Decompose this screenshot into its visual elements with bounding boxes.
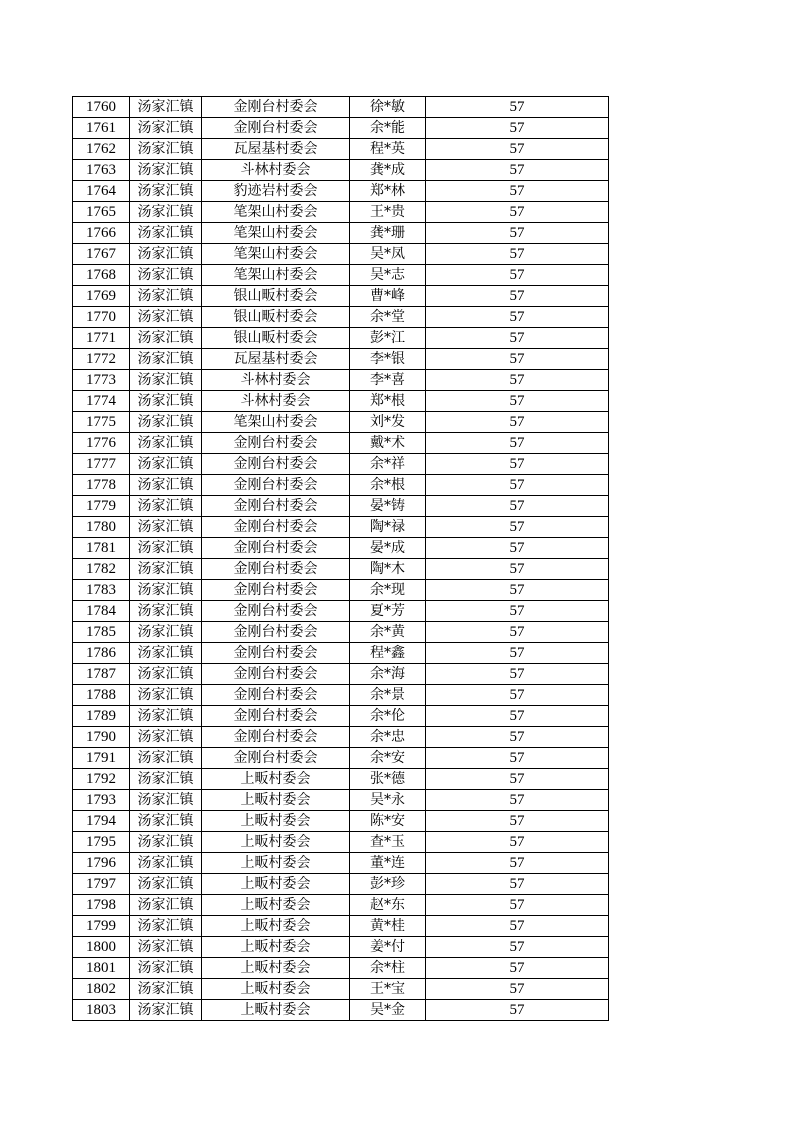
village-committee-cell: 上畈村委会: [202, 1000, 350, 1021]
row-number-cell: 1767: [73, 244, 130, 265]
amount-cell: 57: [426, 895, 609, 916]
town-cell: 汤家汇镇: [130, 433, 202, 454]
town-cell: 汤家汇镇: [130, 706, 202, 727]
table-row: [73, 790, 609, 811]
row-number-cell: 1798: [73, 895, 130, 916]
village-committee-cell: 瓦屋基村委会: [202, 349, 350, 370]
table-row: [73, 727, 609, 748]
table-row: [73, 307, 609, 328]
row-number-cell: 1771: [73, 328, 130, 349]
table-row: [73, 244, 609, 265]
village-committee-cell: 金刚台村委会: [202, 97, 350, 118]
table-row: [73, 181, 609, 202]
village-committee-cell: 金刚台村委会: [202, 475, 350, 496]
person-name-cell: 余*忠: [350, 727, 426, 748]
person-name-cell: 余*柱: [350, 958, 426, 979]
row-number-cell: 1791: [73, 748, 130, 769]
amount-cell: 57: [426, 1000, 609, 1021]
town-cell: 汤家汇镇: [130, 139, 202, 160]
table-row: [73, 601, 609, 622]
table-row: [73, 202, 609, 223]
person-name-cell: 赵*东: [350, 895, 426, 916]
row-number-cell: 1773: [73, 370, 130, 391]
table-row: [73, 160, 609, 181]
amount-cell: 57: [426, 307, 609, 328]
person-name-cell: 余*伦: [350, 706, 426, 727]
town-cell: 汤家汇镇: [130, 1000, 202, 1021]
person-name-cell: 吴*志: [350, 265, 426, 286]
town-cell: 汤家汇镇: [130, 454, 202, 475]
table-row: [73, 916, 609, 937]
table-row: [73, 769, 609, 790]
table-row: [73, 328, 609, 349]
person-name-cell: 张*德: [350, 769, 426, 790]
amount-cell: 57: [426, 328, 609, 349]
person-name-cell: 陶*木: [350, 559, 426, 580]
amount-cell: 57: [426, 349, 609, 370]
amount-cell: 57: [426, 580, 609, 601]
amount-cell: 57: [426, 160, 609, 181]
town-cell: 汤家汇镇: [130, 769, 202, 790]
town-cell: 汤家汇镇: [130, 370, 202, 391]
village-committee-cell: 上畈村委会: [202, 769, 350, 790]
table-row: [73, 559, 609, 580]
person-name-cell: 余*黄: [350, 622, 426, 643]
amount-cell: 57: [426, 202, 609, 223]
town-cell: 汤家汇镇: [130, 517, 202, 538]
person-name-cell: 陶*禄: [350, 517, 426, 538]
table-row: [73, 118, 609, 139]
amount-cell: 57: [426, 958, 609, 979]
amount-cell: 57: [426, 601, 609, 622]
town-cell: 汤家汇镇: [130, 832, 202, 853]
town-cell: 汤家汇镇: [130, 580, 202, 601]
town-cell: 汤家汇镇: [130, 307, 202, 328]
town-cell: 汤家汇镇: [130, 643, 202, 664]
person-name-cell: 余*安: [350, 748, 426, 769]
village-committee-cell: 金刚台村委会: [202, 622, 350, 643]
table-row: [73, 97, 609, 118]
row-number-cell: 1768: [73, 265, 130, 286]
person-name-cell: 郑*根: [350, 391, 426, 412]
town-cell: 汤家汇镇: [130, 496, 202, 517]
town-cell: 汤家汇镇: [130, 979, 202, 1000]
person-name-cell: 余*景: [350, 685, 426, 706]
village-committee-cell: 金刚台村委会: [202, 601, 350, 622]
table-row: [73, 265, 609, 286]
person-name-cell: 晏*成: [350, 538, 426, 559]
row-number-cell: 1799: [73, 916, 130, 937]
person-name-cell: 余*根: [350, 475, 426, 496]
person-name-cell: 程*英: [350, 139, 426, 160]
village-committee-cell: 上畈村委会: [202, 937, 350, 958]
amount-cell: 57: [426, 916, 609, 937]
village-committee-cell: 银山畈村委会: [202, 307, 350, 328]
town-cell: 汤家汇镇: [130, 97, 202, 118]
amount-cell: 57: [426, 412, 609, 433]
village-committee-cell: 上畈村委会: [202, 874, 350, 895]
table-row: [73, 895, 609, 916]
row-number-cell: 1769: [73, 286, 130, 307]
row-number-cell: 1793: [73, 790, 130, 811]
village-committee-cell: 银山畈村委会: [202, 286, 350, 307]
town-cell: 汤家汇镇: [130, 895, 202, 916]
row-number-cell: 1794: [73, 811, 130, 832]
person-name-cell: 李*喜: [350, 370, 426, 391]
table-row: [73, 580, 609, 601]
village-committee-cell: 笔架山村委会: [202, 265, 350, 286]
row-number-cell: 1763: [73, 160, 130, 181]
amount-cell: 57: [426, 118, 609, 139]
town-cell: 汤家汇镇: [130, 475, 202, 496]
person-name-cell: 吴*永: [350, 790, 426, 811]
amount-cell: 57: [426, 979, 609, 1000]
row-number-cell: 1797: [73, 874, 130, 895]
row-number-cell: 1761: [73, 118, 130, 139]
town-cell: 汤家汇镇: [130, 811, 202, 832]
town-cell: 汤家汇镇: [130, 391, 202, 412]
table-row: [73, 643, 609, 664]
table-row: [73, 664, 609, 685]
village-committee-cell: 上畈村委会: [202, 895, 350, 916]
village-committee-cell: 金刚台村委会: [202, 727, 350, 748]
person-name-cell: 姜*付: [350, 937, 426, 958]
row-number-cell: 1801: [73, 958, 130, 979]
row-number-cell: 1803: [73, 1000, 130, 1021]
amount-cell: 57: [426, 517, 609, 538]
person-name-cell: 王*宝: [350, 979, 426, 1000]
town-cell: 汤家汇镇: [130, 748, 202, 769]
person-name-cell: 徐*敏: [350, 97, 426, 118]
amount-cell: 57: [426, 496, 609, 517]
amount-cell: 57: [426, 748, 609, 769]
row-number-cell: 1778: [73, 475, 130, 496]
village-committee-cell: 金刚台村委会: [202, 748, 350, 769]
table-row: [73, 874, 609, 895]
row-number-cell: 1802: [73, 979, 130, 1000]
person-name-cell: 查*玉: [350, 832, 426, 853]
amount-cell: 57: [426, 139, 609, 160]
amount-cell: 57: [426, 370, 609, 391]
amount-cell: 57: [426, 391, 609, 412]
person-name-cell: 吴*凤: [350, 244, 426, 265]
town-cell: 汤家汇镇: [130, 202, 202, 223]
amount-cell: 57: [426, 811, 609, 832]
village-committee-cell: 瓦屋基村委会: [202, 139, 350, 160]
person-name-cell: 余*堂: [350, 307, 426, 328]
row-number-cell: 1765: [73, 202, 130, 223]
amount-cell: 57: [426, 790, 609, 811]
village-committee-cell: 斗林村委会: [202, 370, 350, 391]
person-name-cell: 戴*术: [350, 433, 426, 454]
table-row: [73, 622, 609, 643]
person-name-cell: 李*银: [350, 349, 426, 370]
village-committee-cell: 斗林村委会: [202, 391, 350, 412]
village-committee-cell: 上畈村委会: [202, 832, 350, 853]
amount-cell: 57: [426, 832, 609, 853]
town-cell: 汤家汇镇: [130, 874, 202, 895]
row-number-cell: 1774: [73, 391, 130, 412]
village-committee-cell: 笔架山村委会: [202, 223, 350, 244]
row-number-cell: 1788: [73, 685, 130, 706]
person-name-cell: 彭*珍: [350, 874, 426, 895]
row-number-cell: 1780: [73, 517, 130, 538]
person-name-cell: 余*祥: [350, 454, 426, 475]
person-name-cell: 刘*发: [350, 412, 426, 433]
town-cell: 汤家汇镇: [130, 349, 202, 370]
table-row: [73, 454, 609, 475]
amount-cell: 57: [426, 769, 609, 790]
row-number-cell: 1760: [73, 97, 130, 118]
village-committee-cell: 豹迹岩村委会: [202, 181, 350, 202]
village-committee-cell: 金刚台村委会: [202, 643, 350, 664]
amount-cell: 57: [426, 538, 609, 559]
village-committee-cell: 金刚台村委会: [202, 685, 350, 706]
amount-cell: 57: [426, 874, 609, 895]
amount-cell: 57: [426, 97, 609, 118]
table-row: [73, 832, 609, 853]
row-number-cell: 1787: [73, 664, 130, 685]
village-committee-cell: 金刚台村委会: [202, 538, 350, 559]
row-number-cell: 1784: [73, 601, 130, 622]
table-row: [73, 1000, 609, 1021]
amount-cell: 57: [426, 475, 609, 496]
table-row: [73, 685, 609, 706]
table-row: [73, 706, 609, 727]
table-row: [73, 139, 609, 160]
person-name-cell: 黄*桂: [350, 916, 426, 937]
village-committee-cell: 斗林村委会: [202, 160, 350, 181]
town-cell: 汤家汇镇: [130, 244, 202, 265]
town-cell: 汤家汇镇: [130, 412, 202, 433]
village-committee-cell: 金刚台村委会: [202, 118, 350, 139]
row-number-cell: 1785: [73, 622, 130, 643]
village-committee-cell: 金刚台村委会: [202, 454, 350, 475]
village-committee-cell: 笔架山村委会: [202, 412, 350, 433]
village-committee-cell: 上畈村委会: [202, 853, 350, 874]
town-cell: 汤家汇镇: [130, 559, 202, 580]
row-number-cell: 1766: [73, 223, 130, 244]
row-number-cell: 1775: [73, 412, 130, 433]
amount-cell: 57: [426, 454, 609, 475]
person-name-cell: 吴*金: [350, 1000, 426, 1021]
town-cell: 汤家汇镇: [130, 328, 202, 349]
town-cell: 汤家汇镇: [130, 622, 202, 643]
table-row: [73, 349, 609, 370]
row-number-cell: 1789: [73, 706, 130, 727]
person-name-cell: 余*现: [350, 580, 426, 601]
town-cell: 汤家汇镇: [130, 727, 202, 748]
town-cell: 汤家汇镇: [130, 160, 202, 181]
village-committee-cell: 上畈村委会: [202, 958, 350, 979]
table-row: [73, 286, 609, 307]
person-name-cell: 龚*珊: [350, 223, 426, 244]
row-number-cell: 1779: [73, 496, 130, 517]
amount-cell: 57: [426, 265, 609, 286]
amount-cell: 57: [426, 727, 609, 748]
person-name-cell: 王*贵: [350, 202, 426, 223]
person-name-cell: 彭*江: [350, 328, 426, 349]
table-row: [73, 853, 609, 874]
row-number-cell: 1762: [73, 139, 130, 160]
village-committee-cell: 上畈村委会: [202, 811, 350, 832]
table-row: [73, 370, 609, 391]
town-cell: 汤家汇镇: [130, 685, 202, 706]
amount-cell: 57: [426, 559, 609, 580]
person-name-cell: 程*鑫: [350, 643, 426, 664]
row-number-cell: 1772: [73, 349, 130, 370]
person-name-cell: 龚*成: [350, 160, 426, 181]
amount-cell: 57: [426, 286, 609, 307]
town-cell: 汤家汇镇: [130, 916, 202, 937]
village-committee-cell: 银山畈村委会: [202, 328, 350, 349]
table-row: [73, 223, 609, 244]
person-name-cell: 夏*芳: [350, 601, 426, 622]
village-committee-cell: 金刚台村委会: [202, 580, 350, 601]
village-committee-cell: 上畈村委会: [202, 916, 350, 937]
table-row: [73, 958, 609, 979]
row-number-cell: 1764: [73, 181, 130, 202]
town-cell: 汤家汇镇: [130, 664, 202, 685]
village-committee-cell: 金刚台村委会: [202, 559, 350, 580]
amount-cell: 57: [426, 181, 609, 202]
roster-table: [72, 96, 609, 1021]
row-number-cell: 1790: [73, 727, 130, 748]
table-row: [73, 748, 609, 769]
row-number-cell: 1792: [73, 769, 130, 790]
amount-cell: 57: [426, 706, 609, 727]
row-number-cell: 1782: [73, 559, 130, 580]
table-row: [73, 496, 609, 517]
table-row: [73, 412, 609, 433]
row-number-cell: 1783: [73, 580, 130, 601]
amount-cell: 57: [426, 223, 609, 244]
village-committee-cell: 上畈村委会: [202, 979, 350, 1000]
person-name-cell: 晏*铸: [350, 496, 426, 517]
town-cell: 汤家汇镇: [130, 286, 202, 307]
town-cell: 汤家汇镇: [130, 538, 202, 559]
table-row: [73, 517, 609, 538]
amount-cell: 57: [426, 643, 609, 664]
row-number-cell: 1786: [73, 643, 130, 664]
village-committee-cell: 金刚台村委会: [202, 496, 350, 517]
table-row: [73, 811, 609, 832]
village-committee-cell: 金刚台村委会: [202, 706, 350, 727]
amount-cell: 57: [426, 244, 609, 265]
amount-cell: 57: [426, 937, 609, 958]
person-name-cell: 郑*林: [350, 181, 426, 202]
town-cell: 汤家汇镇: [130, 181, 202, 202]
village-committee-cell: 上畈村委会: [202, 790, 350, 811]
roster-table-body: [73, 97, 609, 1021]
town-cell: 汤家汇镇: [130, 601, 202, 622]
row-number-cell: 1796: [73, 853, 130, 874]
town-cell: 汤家汇镇: [130, 937, 202, 958]
amount-cell: 57: [426, 853, 609, 874]
row-number-cell: 1777: [73, 454, 130, 475]
town-cell: 汤家汇镇: [130, 118, 202, 139]
person-name-cell: 曹*峰: [350, 286, 426, 307]
village-committee-cell: 金刚台村委会: [202, 517, 350, 538]
table-row: [73, 433, 609, 454]
table-row: [73, 538, 609, 559]
amount-cell: 57: [426, 685, 609, 706]
row-number-cell: 1776: [73, 433, 130, 454]
person-name-cell: 余*海: [350, 664, 426, 685]
village-committee-cell: 金刚台村委会: [202, 433, 350, 454]
village-committee-cell: 金刚台村委会: [202, 664, 350, 685]
village-committee-cell: 笔架山村委会: [202, 202, 350, 223]
table-row: [73, 937, 609, 958]
town-cell: 汤家汇镇: [130, 790, 202, 811]
row-number-cell: 1795: [73, 832, 130, 853]
row-number-cell: 1781: [73, 538, 130, 559]
row-number-cell: 1800: [73, 937, 130, 958]
town-cell: 汤家汇镇: [130, 265, 202, 286]
town-cell: 汤家汇镇: [130, 853, 202, 874]
table-row: [73, 979, 609, 1000]
table-row: [73, 391, 609, 412]
person-name-cell: 董*连: [350, 853, 426, 874]
amount-cell: 57: [426, 664, 609, 685]
amount-cell: 57: [426, 433, 609, 454]
village-committee-cell: 笔架山村委会: [202, 244, 350, 265]
person-name-cell: 陈*安: [350, 811, 426, 832]
town-cell: 汤家汇镇: [130, 223, 202, 244]
amount-cell: 57: [426, 622, 609, 643]
person-name-cell: 余*能: [350, 118, 426, 139]
row-number-cell: 1770: [73, 307, 130, 328]
town-cell: 汤家汇镇: [130, 958, 202, 979]
table-row: [73, 475, 609, 496]
